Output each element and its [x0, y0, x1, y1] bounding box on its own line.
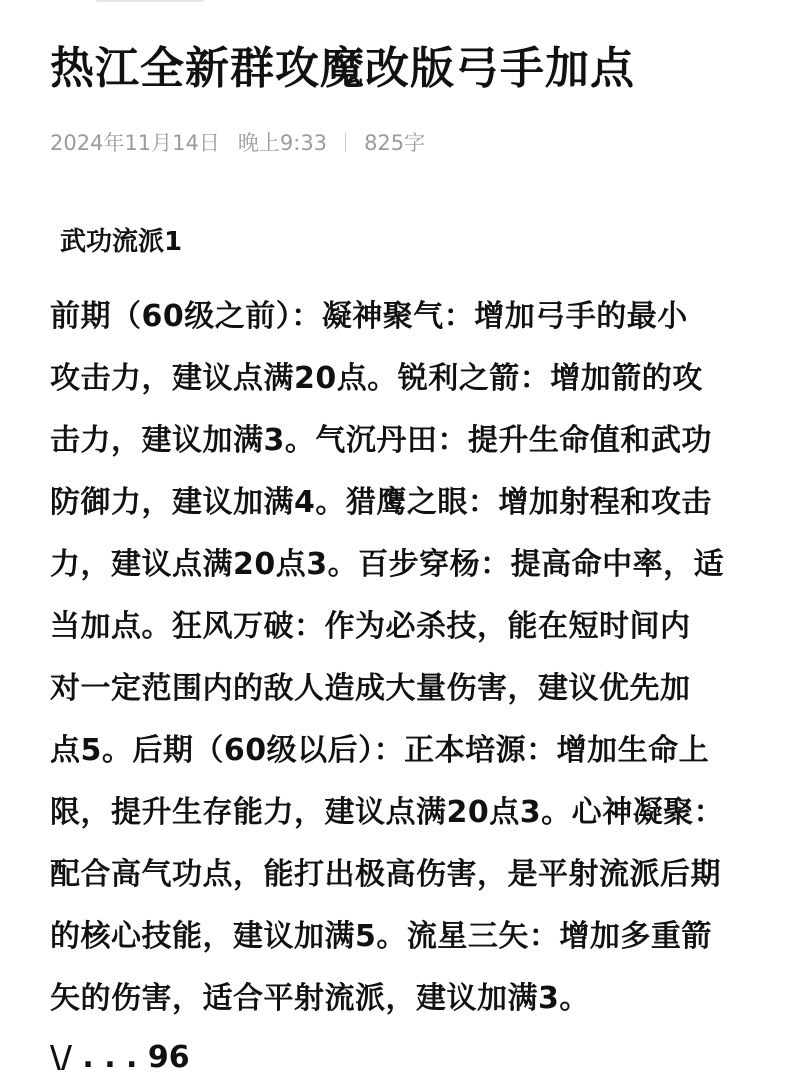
publish-date: 2024年11月14日 [50, 131, 220, 155]
article-title: 热江全新群攻魔改版弓手加点 [50, 43, 635, 94]
article-body [50, 286, 752, 1030]
body-line: 击力，建议加满3。气沉丹田：提升生命值和武功 [50, 423, 712, 458]
publish-time: 晚上9:33 [237, 131, 328, 155]
body-line: 对一定范围内的敌人造成大量伤害，建议优先加 [50, 671, 691, 706]
body-line: 限，提升生存能力，建议点满20点3。心神凝聚： [50, 795, 725, 830]
body-line: 点5。后期（60级以后）：正本培源：增加生命上 [50, 733, 710, 768]
body-line: 前期（60级之前）：凝神聚气：增加弓手的最小 [50, 299, 688, 334]
body-line: 矢的伤害，适合平射流派，建议加满3。 [50, 981, 590, 1016]
cut-off-text: \/ . . . 96 [50, 1040, 190, 1075]
meta-divider [345, 132, 346, 152]
body-line: 防御力，建议加满4。猎鹰之眼：增加射程和攻击 [50, 485, 712, 520]
section-heading: 武功流派1 [60, 227, 183, 257]
body-line: 的核心技能，建议加满5。流星三矢：增加多重箭 [50, 919, 712, 954]
body-line: 攻击力，建议点满20点。锐利之箭：增加箭的攻 [50, 361, 703, 396]
word-count: 825字 [364, 131, 426, 155]
body-line: 力，建议点满20点3。百步穿杨：提高命中率，适 [50, 547, 725, 582]
top-tab-indicator [95, 0, 205, 2]
body-line: 配合高气功点，能打出极高伤害，是平射流派后期 [50, 857, 721, 892]
article-meta [50, 124, 425, 160]
body-line: 当加点。狂风万破：作为必杀技，能在短时间内 [50, 609, 691, 644]
